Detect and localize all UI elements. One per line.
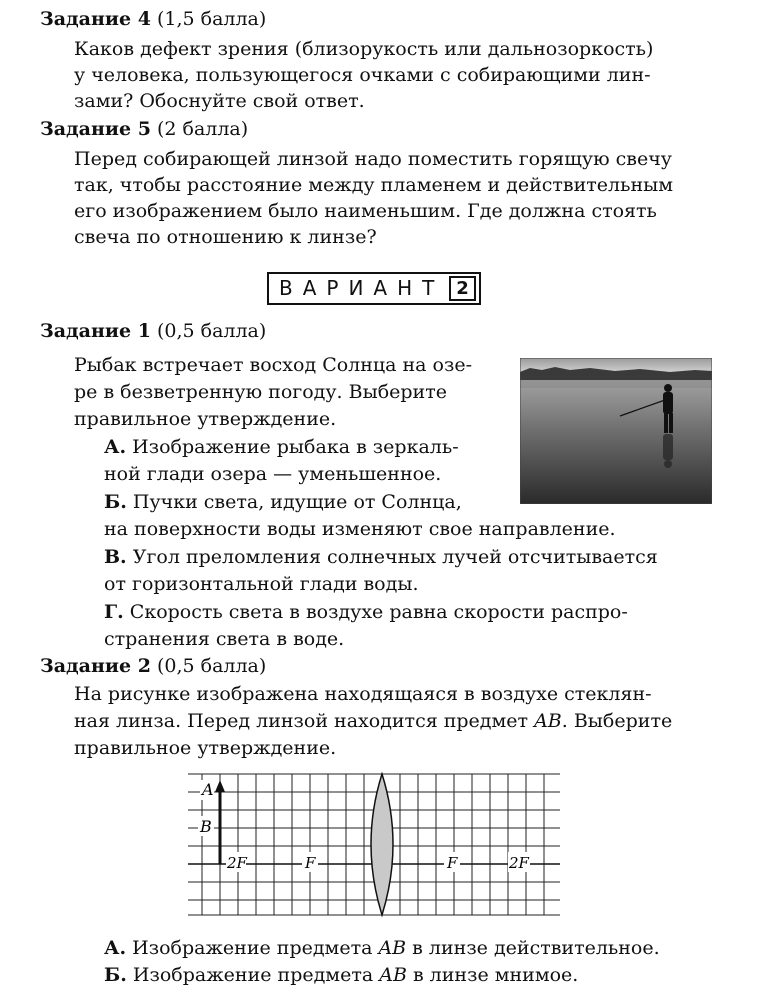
label-2f-right: 2F (509, 854, 529, 872)
v2task1-option-c-cont: от горизонтальной глади воды. (104, 573, 419, 595)
v2task2-line-2 (74, 708, 672, 734)
v2task1-intro-2: ре в безветренную погоду. Выберите (74, 381, 447, 403)
v2task2-title: Задание 2 (40, 655, 151, 677)
task4-title: Задание 4 (40, 8, 151, 30)
task5-line-3: его изображением было наименьшим. Где должна стоять (74, 200, 657, 222)
task5-heading (40, 116, 248, 142)
option-text: Угол преломления солнечных лучей отсчитывается (132, 546, 658, 568)
option-text-before: Изображение предмета (132, 937, 379, 959)
v2task1-option-a (104, 434, 459, 460)
lens-diagram (188, 770, 560, 918)
label-b: B (200, 817, 212, 836)
option-text: Пучки света, идущие от Солнца, (132, 491, 462, 513)
option-letter: В. (104, 546, 127, 568)
v2task1-intro-1: Рыбак встречает восход Солнца на озе- (74, 354, 472, 376)
v2task1-points: (0,5 балла) (156, 320, 267, 342)
object-name: AB (534, 710, 562, 732)
v2task2-line-1: На рисунке изображена находящаяся в воздухе стеклян- (74, 683, 652, 705)
v2task2-option-b (104, 962, 578, 988)
lens (371, 774, 393, 915)
label-2f-left: 2F (227, 854, 247, 872)
v2task2-heading (40, 653, 266, 679)
task5-title: Задание 5 (40, 118, 151, 140)
option-letter: А. (104, 937, 127, 959)
option-text: Скорость света в воздухе равна скорости распро- (129, 601, 628, 623)
task5-line-1: Перед собирающей линзой надо поместить горящую свечу (74, 148, 672, 170)
task5-line-2: так, чтобы расстояние между пламенем и действительным (74, 174, 674, 196)
label-f-left: F (305, 854, 316, 872)
task4-line-1: Каков дефект зрения (близорукость или дальнозоркость) (74, 38, 654, 60)
option-object: AB (379, 964, 407, 986)
variant-number: 2 (449, 276, 476, 301)
task5-points: (2 балла) (156, 118, 249, 140)
option-letter: А. (104, 436, 127, 458)
option-text-before: Изображение предмета (132, 964, 380, 986)
task4-line-2: у человека, пользующегося очками с собирающими лин- (74, 64, 651, 86)
option-text: Изображение рыбака в зеркаль- (132, 436, 459, 458)
variant-banner (267, 272, 481, 305)
v2task1-intro-3: правильное утверждение. (74, 408, 337, 430)
v2task2-line-2-text: ная линза. Перед линзой находится предмет (74, 710, 535, 732)
v2task1-option-a-cont: ной глади озера — уменьшенное. (104, 463, 442, 485)
v2task1-heading (40, 318, 266, 344)
option-text-after: в линзе мнимое. (406, 964, 579, 986)
task4-heading (40, 6, 266, 32)
v2task1-title: Задание 1 (40, 320, 151, 342)
v2task2-line-2-end: . Выберите (561, 710, 673, 732)
option-letter: Г. (104, 601, 124, 623)
v2task2-line-3: правильное утверждение. (74, 737, 337, 759)
v2task2-points: (0,5 балла) (156, 655, 267, 677)
option-letter: Б. (104, 491, 127, 513)
v2task1-option-b-cont: на поверхности воды изменяют свое направление. (104, 518, 616, 540)
option-text-after: в линзе действительное. (406, 937, 660, 959)
label-f-right: F (447, 854, 458, 872)
task5-line-4: свеча по отношению к линзе? (74, 226, 377, 248)
v2task1-option-d-cont: странения света в воде. (104, 628, 345, 650)
v2task1-option-d (104, 599, 628, 625)
task4-points: (1,5 балла) (156, 8, 267, 30)
fisherman-photo (520, 358, 712, 504)
task4-line-3: зами? Обоснуйте свой ответ. (74, 90, 365, 112)
v2task1-option-c (104, 544, 658, 570)
v2task2-option-a (104, 935, 660, 961)
option-letter: Б. (104, 964, 127, 986)
arrow-head (215, 780, 225, 792)
label-a: A (202, 780, 214, 799)
option-object: AB (378, 937, 407, 959)
variant-word: ВАРИАНТ (279, 276, 445, 300)
v2task1-option-b (104, 489, 462, 515)
